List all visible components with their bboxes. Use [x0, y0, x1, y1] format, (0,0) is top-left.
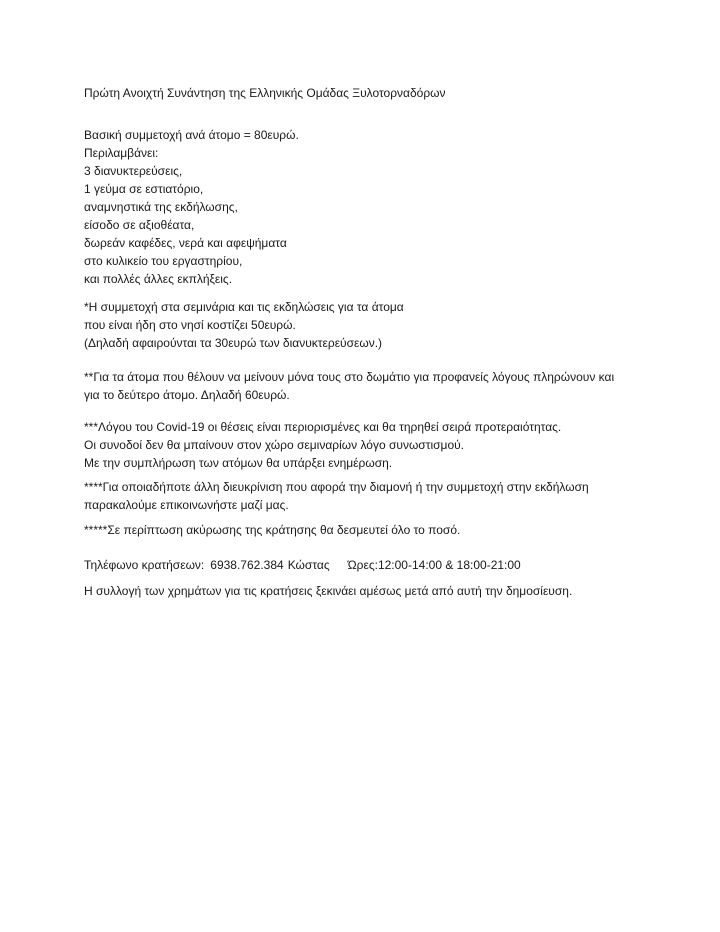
basic-participation-line: στο κυλικείο του εργαστηρίου,: [84, 254, 243, 268]
basic-participation-line: Περιλαμβάνει:: [84, 146, 159, 160]
basic-participation-line: και πολλές άλλες εκπλήξεις.: [84, 272, 233, 286]
note-line: Οι συνοδοί δεν θα μπαίνουν στον χώρο σεμιναρίων λόγο συνωστισμού.: [84, 438, 465, 452]
note-cancellation: [84, 521, 684, 539]
note-line: παρακαλούμε επικοινωνήστε μαζί μας.: [84, 498, 289, 512]
basic-participation-line: 3 διανυκτερεύσεις,: [84, 164, 183, 178]
contact-line: [84, 556, 684, 574]
basic-participation-line: δωρεάν καφέδες, νερά και αφεψήματα: [84, 236, 287, 250]
note-line: για το δεύτερο άτομο. Δηλαδή 60ευρώ.: [84, 388, 290, 402]
booking-hours: Ώρες:12:00-14:00 & 18:00-21:00: [347, 558, 521, 572]
note-seminar-price: [84, 298, 684, 352]
note-line: (Δηλαδή αφαιρούνται τα 30ευρώ των διανυκτερεύσεων.): [84, 336, 383, 350]
phone-label: Τηλέφωνο κρατήσεων:: [84, 558, 205, 572]
note-clarifications: [84, 478, 684, 514]
basic-participation-line: Βασική συμμετοχή ανά άτομο = 80ευρώ.: [84, 128, 299, 142]
note-line: *Η συμμετοχή στα σεμινάρια και τις εκδηλώσεις για τα άτομα: [84, 300, 404, 314]
note-covid: [84, 418, 684, 472]
note-line: ***Λόγου του Covid-19 οι θέσεις είναι περιορισμένες και θα τηρηθεί σειρά προτεραιότητας.: [84, 420, 562, 434]
collection-notice-block: [84, 582, 684, 600]
phone-number: 6938.762.384: [210, 558, 284, 572]
note-line: Με την συμπλήρωση των ατόμων θα υπάρξει ενημέρωση.: [84, 456, 393, 470]
note-line: **Για τα άτομα που θέλουν να μείνουν μόνα τους στο δωμάτιο για προφανείς λόγους πληρώνουν και: [84, 370, 615, 384]
note-single-room: [84, 368, 684, 404]
document-title-block: [84, 84, 684, 102]
note-line: ****Για οποιαδήποτε άλλη διευκρίνιση που αφορά την διαμονή ή την συμμετοχή στην εκδήλωση: [84, 480, 589, 494]
contact-name: Κώστας: [287, 558, 330, 572]
basic-participation-line: είσοδο σε αξιοθέατα,: [84, 218, 195, 232]
note-line: *****Σε περίπτωση ακύρωσης της κράτησης θα δεσμευτεί όλο το ποσό.: [84, 523, 461, 537]
note-line: που είναι ήδη στο νησί κοστίζει 50ευρώ.: [84, 318, 296, 332]
basic-participation-line: αναμνηστικά της εκδήλωσης,: [84, 200, 238, 214]
document-title: Πρώτη Ανοιχτή Συνάντηση της Ελληνικής Ομάδας Ξυλοτορναδόρων: [84, 86, 446, 100]
collection-notice: Η συλλογή των χρημάτων για τις κρατήσεις ξεκινάει αμέσως μετά από αυτή την δημοσίευση.: [84, 584, 573, 598]
basic-participation-line: 1 γεύμα σε εστιατόριο,: [84, 182, 204, 196]
basic-participation-block: [84, 126, 684, 288]
